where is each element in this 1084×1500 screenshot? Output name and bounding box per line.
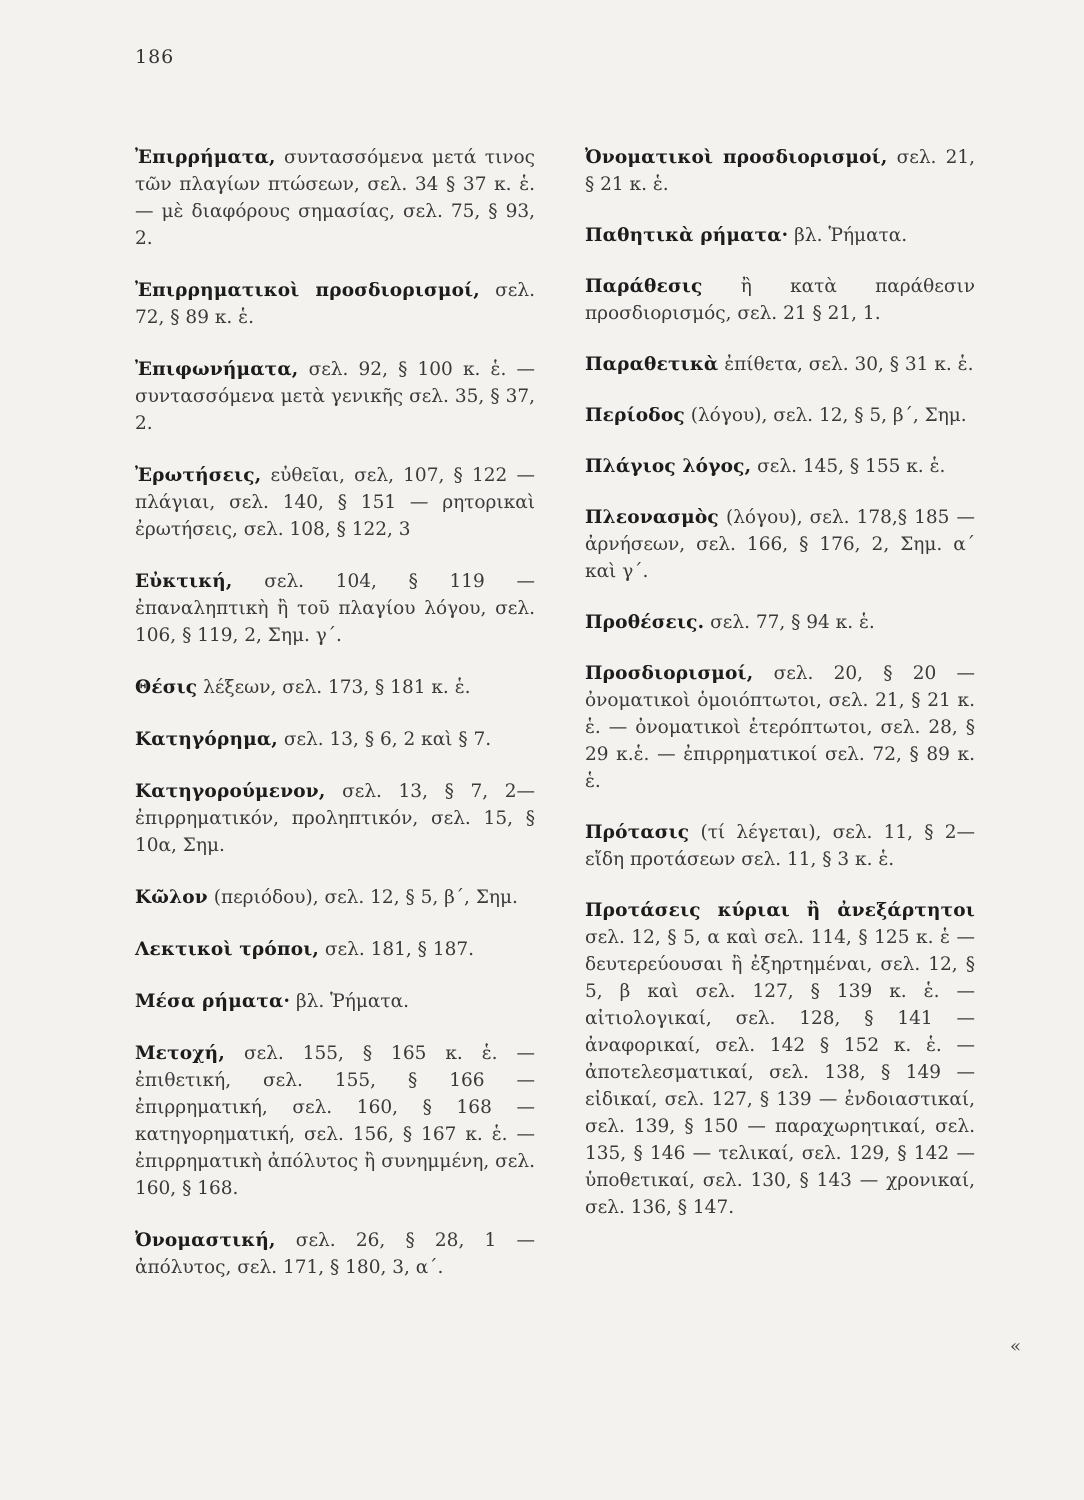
- index-entry: [585, 609, 975, 636]
- entry-term: Κῶλον: [135, 886, 208, 908]
- index-column-right: [585, 125, 975, 1245]
- entry-term: Παθητικὰ ρήματα·: [585, 224, 789, 246]
- entry-term: Παράθεσις: [585, 275, 703, 297]
- index-entry: [585, 222, 975, 249]
- index-entry: [585, 273, 975, 327]
- entry-references: εὐθεῖαι, σελ, 107, § 122 — πλάγιαι, σελ. 140, § 151 — ρητορικαὶ ἐρωτήσεις, σελ. 108, § 122, 3: [135, 464, 535, 540]
- index-entry: [135, 144, 535, 252]
- entry-references: ἢ κατὰ παράθεσιν προσδιορισμός, σελ. 21 § 21, 1.: [585, 275, 975, 324]
- entry-term: Ὀνομαστική,: [135, 1229, 276, 1251]
- entry-term: Μετοχή,: [135, 1042, 225, 1064]
- index-entry: [135, 936, 535, 963]
- entry-term: Θέσις: [135, 676, 198, 698]
- entry-term: Εὐκτική,: [135, 570, 233, 592]
- index-entry: [585, 897, 975, 1221]
- entry-references: σελ. 145, § 155 κ. ἑ.: [751, 455, 946, 477]
- entry-references: (τί λέγεται), σελ. 11, § 2— εἴδη προτάσεων σελ. 11, § 3 κ. ἑ.: [585, 821, 975, 870]
- entry-term: Ἐπιφωνήματα,: [135, 358, 299, 380]
- index-entry: [135, 356, 535, 437]
- entry-references: βλ. Ῥήματα.: [290, 990, 409, 1012]
- entry-references: σελ. 92, § 100 κ. ἑ. — συντασσόμενα μετὰ γενικῆς σελ. 35, § 37, 2.: [135, 358, 535, 434]
- entry-references: λέξεων, σελ. 173, § 181 κ. ἑ.: [197, 676, 471, 698]
- entry-references: συντασσόμενα μετά τινος τῶν πλαγίων πτώσεων, σελ. 34 § 37 κ. ἑ. — μὲ διαφόρους σημασίας, σελ. 75, § 93, 2.: [135, 146, 535, 249]
- page-number: 186: [135, 46, 175, 68]
- index-entry: [585, 402, 975, 429]
- entry-term: Ἐπιρρηματικοὶ προσδιορισμοί,: [135, 279, 480, 301]
- index-entry: [135, 1040, 535, 1202]
- entry-term: Ὀνοματικοὶ προσδιορισμοί,: [585, 146, 888, 168]
- entry-references: σελ. 20, § 20 — ὀνοματικοὶ ὁμοιόπτωτοι, σελ. 21, § 21 κ. ἑ. — ὀνοματικοὶ ἑτερόπτωτοι, σελ. 28, § 29 κ.ἑ. — ἐπιρρηματικοί σελ. 72, § 89 κ. ἑ.: [585, 662, 975, 792]
- index-entry: [585, 351, 975, 378]
- entry-term: Πρότασις: [585, 821, 690, 843]
- margin-mark: «: [1010, 1336, 1022, 1357]
- index-entry: [135, 462, 535, 543]
- index-entry: [135, 778, 535, 859]
- entry-term: Ἐπιρρήματα,: [135, 146, 276, 168]
- index-entry: [585, 453, 975, 480]
- entry-references: σελ. 13, § 7, 2—ἐπιρρηματικόν, προληπτικόν, σελ. 15, § 10α, Σημ.: [135, 780, 535, 856]
- entry-references: σελ. 104, § 119 — ἐπαναληπτικὴ ἢ τοῦ πλαγίου λόγου, σελ. 106, § 119, 2, Σημ. γ΄.: [135, 570, 535, 646]
- entry-references: σελ. 13, § 6, 2 καὶ § 7.: [277, 728, 492, 750]
- entry-term: Προτάσεις κύριαι ἢ ἀνεξάρτητοι: [585, 899, 975, 921]
- index-entry: [585, 144, 975, 198]
- index-column-left: [135, 125, 535, 1306]
- entry-term: Κατηγόρημα,: [135, 728, 278, 750]
- index-entry: [585, 819, 975, 873]
- entry-term: Λεκτικοὶ τρόποι,: [135, 938, 320, 960]
- index-entry: [135, 1227, 535, 1281]
- entry-references: σελ. 21, § 21 κ. ἑ.: [585, 146, 975, 195]
- entry-references: (λόγου), σελ. 178,§ 185 — ἀρνήσεων, σελ. 166, § 176, 2, Σημ. α΄ καὶ γ΄.: [585, 506, 975, 582]
- entry-references: σελ. 77, § 94 κ. ἑ.: [704, 611, 875, 633]
- entry-term: Περίοδος: [585, 404, 685, 426]
- index-entry: [135, 726, 535, 753]
- entry-references: (λόγου), σελ. 12, § 5, β΄, Σημ.: [684, 404, 967, 426]
- entry-term: Προσδιορισμοί,: [585, 662, 754, 684]
- entry-references: σελ. 181, § 187.: [319, 938, 475, 960]
- entry-term: Κατηγορούμενον,: [135, 780, 326, 802]
- index-entry: [585, 504, 975, 585]
- entry-references: σελ. 12, § 5, α καὶ σελ. 114, § 125 κ. ἑ — δευτερεύουσαι ἢ ἐξηρτημέναι, σελ. 12, § 5, β καὶ σελ. 127, § 139 κ. ἑ. — αἰτιολογικαί, σελ. 128, § 141 — ἀναφορικαί, σελ. 142 § 152 κ. ἑ. — ἀποτελεσματικαί, σελ. 138, § 149 — εἰδικαί, σελ. 127, § 139 — ἐνδοιαστικαί, σελ. 139, § 150 — παραχωρητικαί, σελ. 135, § 146 — τελικαί, σελ. 129, § 142 — ὑποθετικαί, σελ. 130, § 143 — χρονικαί, σελ. 136, § 147.: [585, 926, 975, 1218]
- index-entry: [135, 674, 535, 701]
- entry-references: σελ. 26, § 28, 1 — ἀπόλυτος, σελ. 171, § 180, 3, α΄.: [135, 1229, 535, 1278]
- entry-term: Μέσα ρήματα·: [135, 990, 291, 1012]
- index-entry: [135, 568, 535, 649]
- entry-references: σελ. 72, § 89 κ. ἑ.: [135, 279, 535, 328]
- entry-term: Πλάγιος λόγος,: [585, 455, 752, 477]
- index-entry: [135, 277, 535, 331]
- index-entry: [135, 884, 535, 911]
- entry-term: Ἐρωτήσεις,: [135, 464, 262, 486]
- entry-references: ἐπίθετα, σελ. 30, § 31 κ. ἑ.: [718, 353, 974, 375]
- entry-references: σελ. 155, § 165 κ. ἑ. — ἐπιθετική, σελ. 155, § 166 — ἐπιρρηματική, σελ. 160, § 168 — κατηγορηματική, σελ. 156, § 167 κ. ἑ. — ἐπιρρηματικὴ ἀπόλυτος ἢ συνημμένη, σελ. 160, § 168.: [135, 1042, 535, 1199]
- entry-references: (περιόδου), σελ. 12, § 5, β΄, Σημ.: [207, 886, 518, 908]
- index-entry: [135, 988, 535, 1015]
- entry-term: Παραθετικὰ: [585, 353, 719, 375]
- entry-term: Πλεονασμὸς: [585, 506, 719, 528]
- entry-term: Προθέσεις.: [585, 611, 705, 633]
- index-entry: [585, 660, 975, 795]
- entry-references: βλ. Ῥήματα.: [788, 224, 908, 246]
